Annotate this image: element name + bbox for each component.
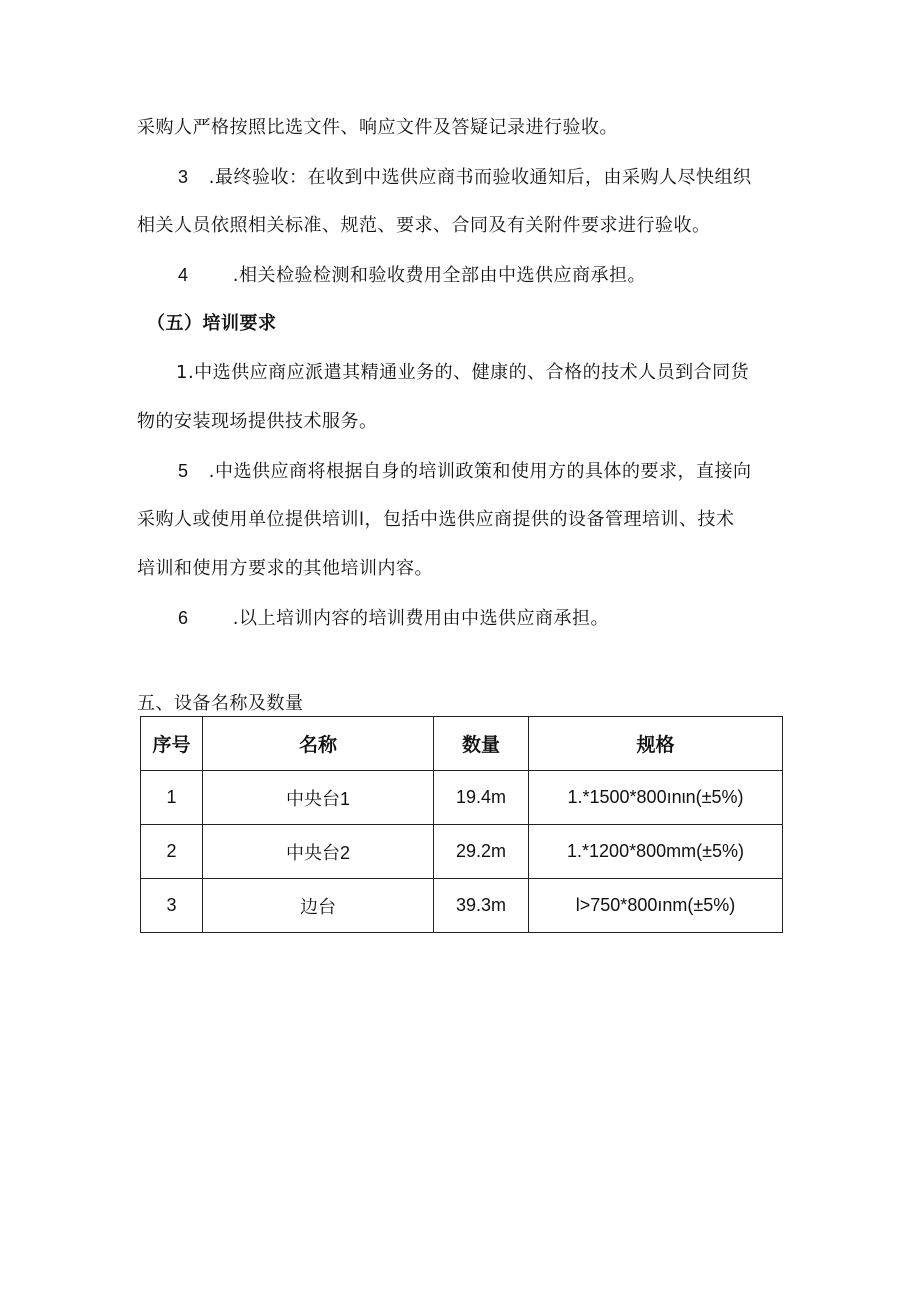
header-spec: 规格 — [529, 717, 783, 771]
cell-name: 中央台1 — [203, 771, 434, 825]
paragraph-final-acceptance-cont — [137, 213, 711, 239]
table-row — [141, 879, 783, 933]
paragraph-text: 相关人员依照相关标准、规范、要求、合同及有关附件要求进行验收。 — [137, 215, 711, 236]
paragraph-training-provision — [178, 458, 751, 485]
paragraph-inspection-fees — [178, 262, 646, 289]
paragraph-text: 采购人或使用单位提供培训l，包括中选供应商提供的设备管理培训、技术 — [137, 509, 735, 530]
cell-qty: 39.3m — [434, 879, 529, 933]
paragraph-text: .相关检验检测和验收费用全部由中选供应商承担。 — [232, 265, 646, 286]
cell-spec: 1.*1200*800mm(±5%) — [529, 825, 783, 879]
paragraph-training-staff — [176, 360, 749, 386]
item-number: 4 — [178, 265, 189, 285]
cell-seq: 1 — [141, 771, 203, 825]
paragraph-text: 1.中选供应商应派遣其精通业务的、健康的、合格的技术人员到合同货 — [176, 362, 750, 383]
cell-name: 边台 — [203, 879, 434, 933]
paragraph-training-staff-cont — [137, 409, 378, 435]
cell-seq: 3 — [141, 879, 203, 933]
paragraph-final-acceptance — [178, 164, 751, 191]
paragraph-training-fees — [178, 605, 609, 632]
paragraph-training-provision-cont1 — [137, 507, 735, 533]
item-number: 6 — [178, 608, 189, 628]
paragraph-acceptance-basis — [137, 115, 618, 141]
cell-qty: 29.2m — [434, 825, 529, 879]
cell-spec: l>750*800ınm(±5%) — [529, 879, 783, 933]
header-qty: 数量 — [434, 717, 529, 771]
paragraph-text: .中选供应商将根据自身的培训政策和使用方的具体的要求，直接向 — [208, 461, 752, 482]
paragraph-text: 采购人严格按照比选文件、响应文件及答疑记录进行验收。 — [137, 117, 618, 138]
paragraph-text: 培训和使用方要求的其他培训内容。 — [137, 558, 433, 579]
paragraph-text: .最终验收：在收到中选供应商书而验收通知后，由采购人尽快组织 — [208, 167, 752, 188]
header-seq: 序号 — [141, 717, 203, 771]
paragraph-text: 物的安装现场提供技术服务。 — [137, 411, 378, 432]
header-name: 名称 — [203, 717, 434, 771]
table-row — [141, 825, 783, 879]
table-caption: 五、设备名称及数量 — [137, 693, 304, 714]
heading-text: （五）培训要求 — [147, 313, 277, 334]
cell-qty: 19.4m — [434, 771, 529, 825]
section-heading-training — [147, 311, 277, 337]
paragraph-training-provision-cont2 — [137, 556, 433, 582]
item-number: 3 — [178, 167, 189, 187]
paragraph-text: .以上培训内容的培训费用由中选供应商承担。 — [232, 608, 609, 629]
cell-seq: 2 — [141, 825, 203, 879]
table-row — [141, 771, 783, 825]
item-number: 5 — [178, 461, 189, 481]
cell-name: 中央台2 — [203, 825, 434, 879]
equipment-table — [140, 716, 783, 933]
cell-spec: 1.*1500*800ınιn(±5%) — [529, 771, 783, 825]
table-header-row — [141, 717, 783, 771]
